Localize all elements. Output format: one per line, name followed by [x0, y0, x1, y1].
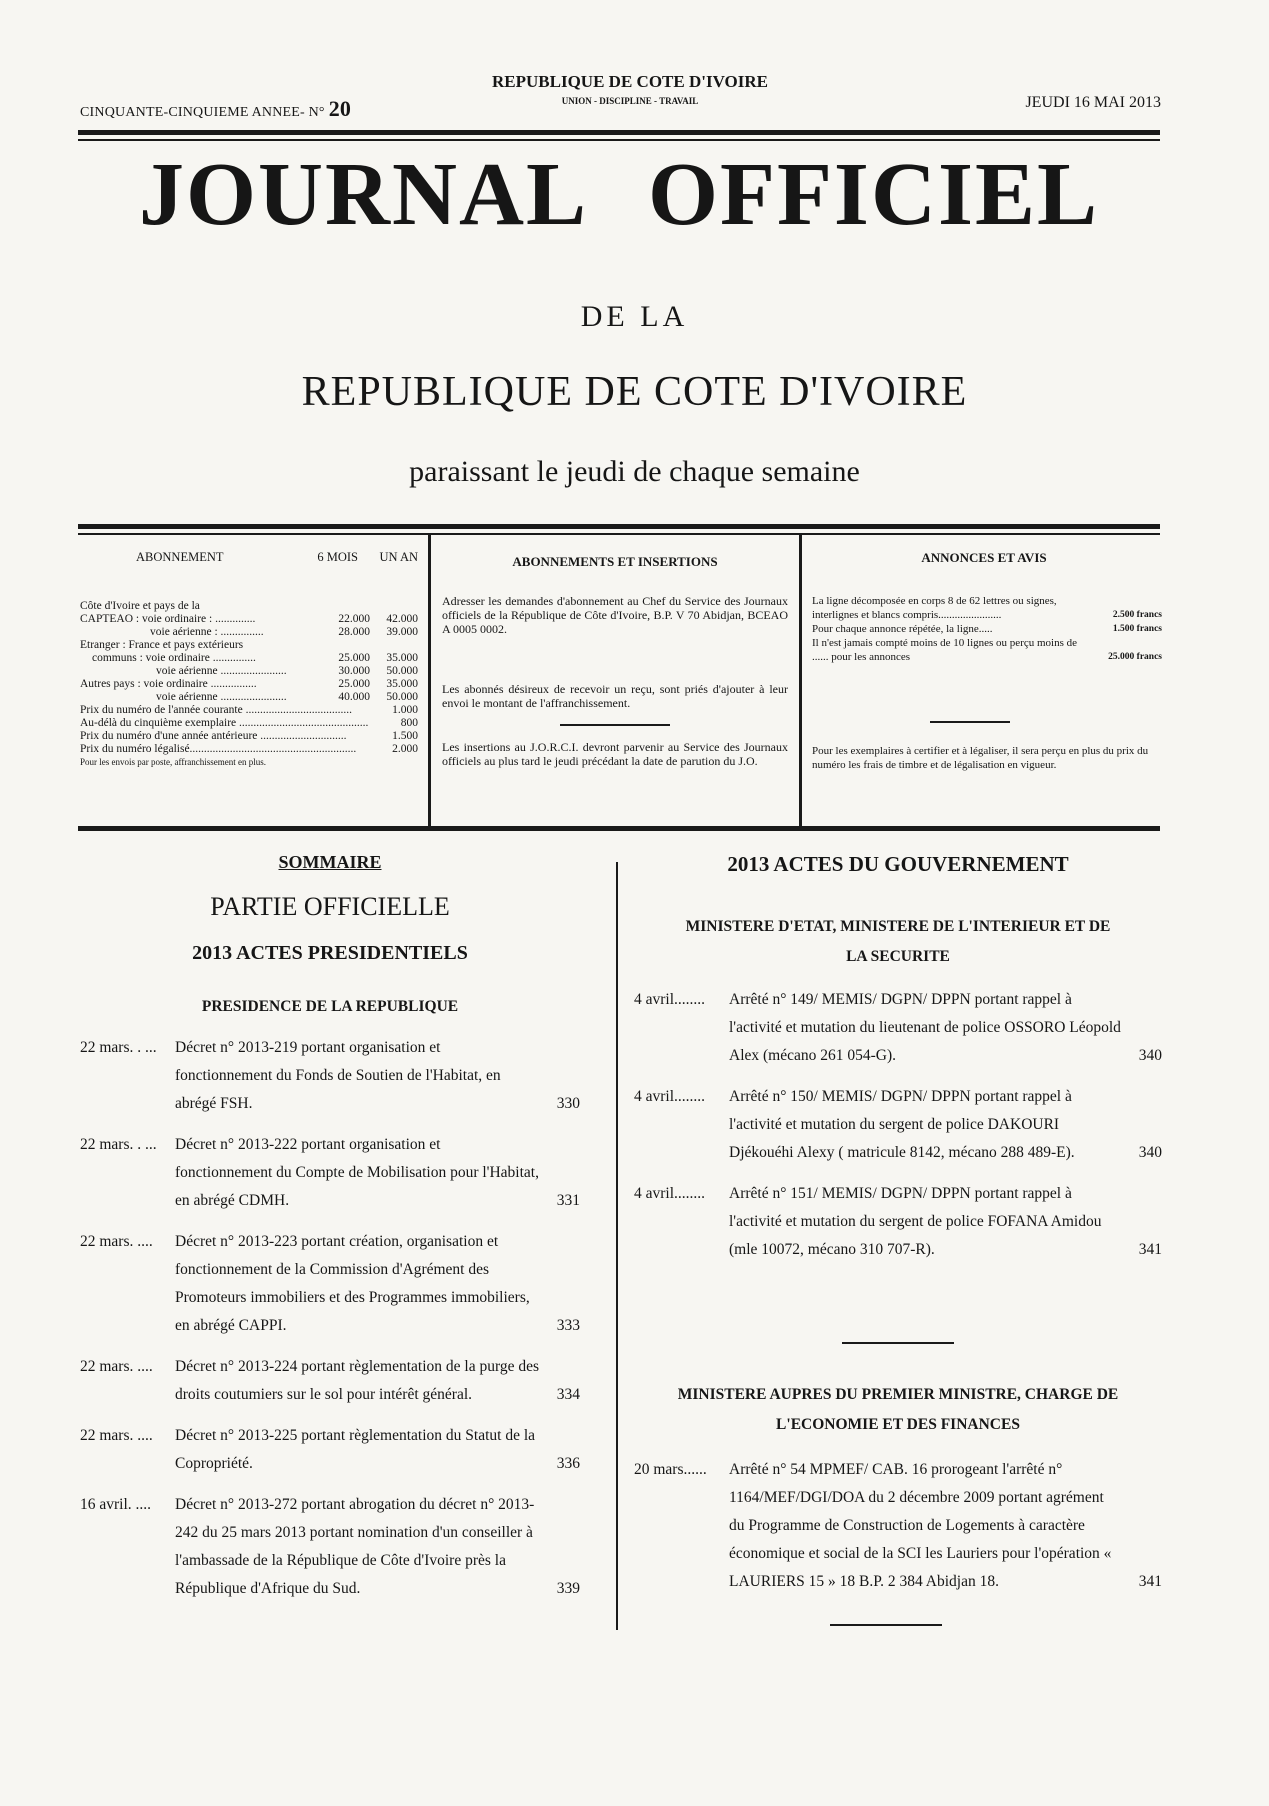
end-divider — [830, 1624, 942, 1626]
info-box-bottom-rule — [78, 826, 1160, 831]
subscription-col-1an: UN AN — [379, 550, 418, 564]
publication-frequency: paraissant le jeudi de chaque semaine — [409, 455, 860, 488]
insertions-para-3: Les insertions au J.O.R.C.I. devront parvenir au Service des Journaux officiels au plus tard le jeudi précédant la date de parution du J.O. — [442, 740, 788, 768]
insertions-para-2: Les abonnés désireux de recevoir un reçu, sont priés d'ajouter à leur envoi le montant de l'affranchissement. — [442, 682, 788, 710]
table-row: voie aérienne : ............... 28.000 39.000 — [150, 626, 418, 638]
subscription-note: Pour les envois par poste, affranchissement en plus. — [80, 757, 267, 767]
subscription-intro: Côte d'Ivoire et pays de la — [80, 600, 200, 612]
insertions-divider — [560, 724, 670, 726]
list-item: 22 mars. .... Décret n° 2013-224 portant règlementation de la purge des droits coutumiers sur le sol pour intérêt général. 334 — [80, 1358, 580, 1403]
insertions-heading: ABONNEMENTS ET INSERTIONS — [512, 554, 718, 569]
title-republic: REPUBLIQUE DE COTE D'IVOIRE — [301, 369, 968, 415]
header-motto: UNION - DISCIPLINE - TRAVAIL — [561, 96, 699, 106]
list-item: 22 mars. . ... Décret n° 2013-222 portant organisation et fonctionnement du Compte de Mobilisation pour l'Habitat, en abrégé CDMH. 331 — [80, 1136, 580, 1209]
subscription-heading: ABONNEMENT — [136, 550, 224, 564]
table-row: voie aérienne ....................... 40.000 50.000 — [156, 691, 418, 703]
year-label: CINQUANTE-CINQUIEME ANNEE- N° — [80, 105, 325, 120]
partie-officielle: PARTIE OFFICIELLE — [210, 892, 450, 921]
annonces-divider — [930, 721, 1010, 723]
column-divider — [616, 862, 618, 1630]
interior-entries — [634, 986, 1162, 1264]
list-item: 22 mars. .... Décret n° 2013-225 portant règlementation du Statut de la Copropriété. 336 — [80, 1427, 580, 1472]
header-republic — [430, 72, 830, 106]
ministry-interieur: MINISTERE D'ETAT, MINISTERE DE L'INTERIEUR ET DE LA SECURITE — [685, 918, 1111, 965]
header-republic-name: REPUBLIQUE DE COTE D'IVOIRE — [492, 72, 768, 91]
list-item: Il n'est jamais compté moins de 10 lignes ou perçu moins de ...... pour les annonces 25.000 francs — [812, 637, 1162, 663]
list-item: Pour chaque annonce répétée, la ligne..... 1.500 francs — [812, 623, 1162, 635]
table-row: Prix du numéro légalisé.......................................................... 2.000 — [80, 743, 418, 755]
actes-presidentiels-title: 2013 ACTES PRESIDENTIELS — [192, 942, 468, 964]
section-divider — [842, 1342, 954, 1344]
journal-title-word1: JOURNAL — [138, 145, 588, 244]
table-row: Prix du numéro d'une année antérieure .............................. 1.500 — [80, 730, 418, 742]
info-box-divider-1 — [428, 535, 431, 827]
list-item: 4 avril........ Arrêté n° 150/ MEMIS/ DGPN/ DPPN portant rappel à l'activité et mutation du sergent de police DAKOURI Djékouéhi Alexy ( matricule 8142, mécano 288 489-E). 340 — [634, 1088, 1162, 1161]
table-row: Autres pays : voie ordinaire ................ 25.000 35.000 — [80, 678, 418, 690]
issue-number: 20 — [328, 96, 352, 121]
presidence-subtitle: PRESIDENCE DE LA REPUBLIQUE — [201, 998, 459, 1015]
annonces-heading: ANNONCES ET AVIS — [921, 550, 1047, 565]
list-item: 16 avril. .... Décret n° 2013-272 portant abrogation du décret n° 2013-242 du 25 mars 2013 portant nomination d'un conseiller à l'ambassade de la République de Côte d'Ivoire près la République d'Afrique du Sud. 339 — [80, 1496, 580, 1597]
economy-entries — [634, 1456, 1162, 1596]
table-row: Etranger : France et pays extérieurs — [80, 639, 244, 651]
annonces-footer: Pour les exemplaires à certifier et à légaliser, il sera perçu en plus du prix du numéro les frais de timbre et de légalisation en vigueur. — [812, 745, 1149, 771]
annonces-rates — [812, 594, 1162, 664]
list-item: La ligne décomposée en corps 8 de 62 lettres ou signes, interlignes et blancs compris....................... 2.500 francs — [812, 595, 1162, 621]
table-row: communs : voie ordinaire ............... 25.000 35.000 — [92, 652, 418, 664]
info-box-divider-2 — [799, 535, 802, 827]
title-de-la: DE LA — [580, 300, 689, 333]
info-box-top-rule-thin — [78, 533, 1160, 535]
list-item: 4 avril........ Arrêté n° 151/ MEMIS/ DGPN/ DPPN portant rappel à l'activité et mutation du sergent de police FOFANA Amidou (mle 10072, mécano 310 707-R). 341 — [634, 1185, 1162, 1258]
list-item: 20 mars...... Arrêté n° 54 MPMEF/ CAB. 16 prorogeant l'arrêté n° 1164/MEF/DGI/DOA du 2 décembre 2009 portant agrément du Programme de Construction de Logements à caractère économique et social de la SCI les Lauriers pour l'opération « LAURIERS 15 » 18 B.P. 2 384 Abidjan 18. 341 — [634, 1461, 1162, 1590]
table-row: CAPTEAO : voie ordinaire : .............. 22.000 42.000 — [80, 613, 418, 625]
volume-label — [80, 96, 351, 122]
subscription-table — [80, 600, 418, 769]
list-item: 22 mars. .... Décret n° 2013-223 portant création, organisation et fonctionnement de la Commission d'Agrément des Promoteurs immobiliers et des Programmes immobiliers, en abrégé CAPPI. 333 — [80, 1233, 580, 1334]
subscription-col-6mois: 6 MOIS — [317, 550, 358, 564]
sommaire-title: SOMMAIRE — [278, 852, 382, 872]
list-item: 4 avril........ Arrêté n° 149/ MEMIS/ DGPN/ DPPN portant rappel à l'activité et mutation du lieutenant de police OSSORO Léopold Alex (mécano 261 054-G). 340 — [634, 991, 1162, 1064]
journal-title — [78, 145, 1160, 244]
presidential-entries — [80, 1034, 580, 1603]
list-item: 22 mars. . ... Décret n° 2013-219 portant organisation et fonctionnement du Fonds de Soutien de l'Habitat, en abrégé FSH. 330 — [80, 1039, 580, 1112]
insertions-para-1: Adresser les demandes d'abonnement au Chef du Service des Journaux officiels de la République de Côte d'Ivoire, B.P. V 70 Abidjan, BCEAO A 0005 0002. — [442, 594, 788, 636]
journal-title-word2: OFFICIEL — [647, 145, 1100, 244]
table-row: Prix du numéro de l'année courante ..................................... 1.000 — [80, 704, 418, 716]
issue-date: JEUDI 16 MAI 2013 — [1025, 94, 1161, 111]
table-row: voie aérienne ....................... 30.000 50.000 — [156, 665, 418, 677]
info-box-top-rule — [78, 524, 1160, 529]
subscription-header — [80, 550, 418, 565]
header-rule — [78, 130, 1160, 135]
header-rule-thin — [78, 139, 1160, 141]
ministry-economie: MINISTERE AUPRES DU PREMIER MINISTRE, CHARGE DE L'ECONOMIE ET DES FINANCES — [677, 1386, 1119, 1433]
actes-gouvernement-title: 2013 ACTES DU GOUVERNEMENT — [727, 852, 1069, 876]
table-row: Au-délà du cinquième exemplaire ............................................. 800 — [80, 717, 418, 729]
